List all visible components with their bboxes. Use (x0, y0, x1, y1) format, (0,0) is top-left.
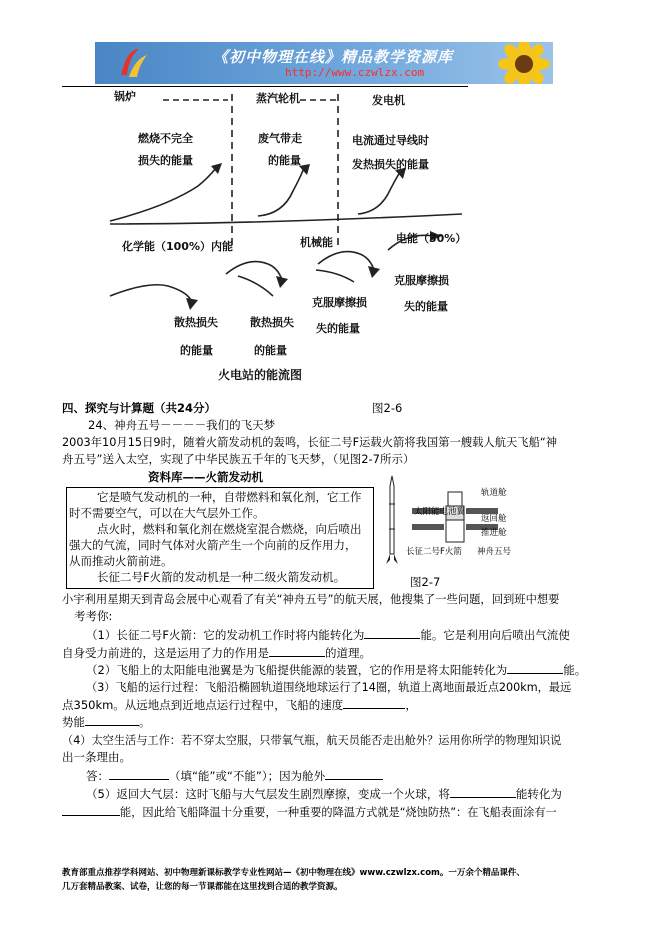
banner-title: 《初中物理在线》精品教学资源库 (213, 48, 454, 66)
question-3-line-3: 势能 。 (62, 715, 151, 729)
question-24-title: 24、神舟五号－－－－我们的飞天梦 (88, 418, 276, 432)
banner-url: http://www.czwlzx.com (285, 66, 425, 79)
loss1-line2: 损失的能量 (138, 154, 193, 167)
fric1-line2: 失的能量 (316, 322, 360, 335)
fric2-line1: 克服摩擦损 (394, 274, 449, 287)
box-line-6: 长征二号F火箭的发动机是一种二级火箭发动机。 (97, 570, 346, 584)
intro-line-2: 舟五号”送入太空，实现了中华民族五千年的飞天梦，（见图2-7所示） (62, 452, 415, 466)
question-1-line-2: 自身受力前进的，这是运用了力的作用是 的道理。 (62, 646, 371, 660)
answer-blank-6[interactable] (109, 768, 169, 780)
loss2-line2: 的能量 (268, 154, 301, 167)
loss3-line2: 发热损失的能量 (352, 158, 429, 171)
answer-blank-3[interactable] (507, 662, 563, 674)
question-5-line-1: （5）返回大气层：这时飞船与大气层发生剧烈摩擦，变成一个火球，将 能转化为 (86, 787, 562, 801)
diagram-caption: 火电站的能流图 (218, 368, 303, 382)
heat2-line1: 散热损失 (250, 316, 294, 329)
header-banner (95, 42, 553, 84)
figure-2-7-label: 图2-7 (410, 575, 441, 589)
answer-blank-8[interactable] (450, 786, 516, 798)
answer-blank-1[interactable] (364, 627, 420, 639)
loss3-line1: 电流通过导线时 (352, 134, 429, 147)
question-5-line-2: 能，因此给飞船降温十分重要，一种重要的降温方式就是“烧蚀防热”：在飞船表面涂有一 (62, 804, 557, 820)
section-heading: 四、探究与计算题（共24分） (62, 401, 217, 415)
figure-2-6-label: 图2-6 (372, 401, 403, 415)
label-turbine: 蒸汽轮机 (256, 92, 300, 105)
footer-line-2: 几万套精品教案、试卷，让您的每一节课都能在这里找到合适的教学资源。 (62, 882, 343, 892)
box-line-2: 时不需要空气，可以在大气层外工作。 (69, 506, 265, 520)
ask-line-1: 小宇利用星期天到青岛会展中心观看了有关“神舟五号”的航天展，他搜集了一些问题，回到班中想要 (62, 593, 560, 606)
label-propulsion-module: 推进舱 (481, 528, 507, 538)
question-1-line-1: （1）长征二号F火箭：它的发动机工作时将内能转化为 能。它是利用向后喷出气流使 (86, 628, 570, 642)
heat1-line1: 散热损失 (174, 316, 218, 329)
label-orbital-module: 轨道舱 (481, 488, 507, 498)
question-2-line: （2）飞船上的太阳能电池翼是为飞船提供能源的装置，它的作用是将太阳能转化为 能。 (86, 663, 587, 677)
box-line-4: 强大的气流，同时气体对火箭产生一个向前的反作用力， (69, 538, 357, 552)
answer-blank-9[interactable] (62, 804, 120, 816)
box-line-5: 从而推动火箭前进。 (69, 554, 173, 568)
answer-blank-4[interactable] (343, 697, 405, 709)
label-solar-wing: 太阳能电池翼 (414, 507, 466, 517)
loss1-line1: 燃烧不完全 (138, 132, 193, 145)
answer-blank-5[interactable] (85, 714, 139, 726)
rocket-engine-info-box (66, 487, 374, 589)
question-4-line-1: （4）太空生活与工作：若不穿太空服，只带氧气瓶，航天员能否走出舱外？运用你所学的物理知识说 (62, 734, 562, 747)
fric2-line2: 失的能量 (404, 300, 448, 313)
box-line-3: 点火时，燃料和氧化剂在燃烧室混合燃烧，向后喷出 (97, 522, 362, 536)
box-line-1: 它是喷气发动机的一种，自带燃料和氧化剂，它工作 (97, 490, 362, 504)
label-long-march-2f: 长征二号F火箭 (406, 547, 462, 557)
label-return-module: 返回舱 (481, 514, 507, 524)
question-4-line-2: 出一条理由。 (62, 750, 131, 764)
rocket-icon (384, 474, 400, 566)
label-mechanical: 机械能 (300, 236, 333, 249)
heat2-line2: 的能量 (254, 344, 287, 357)
question-3-line-1: （3）飞船的运行过程：飞船沿椭圆轨道围绕地球运行了14圈，轨道上离地面最近点200km，最远 (86, 681, 572, 694)
question-3-line-2: 点350km。从远地点到近地点运行过程中，飞船的速度 ， (62, 698, 417, 712)
label-generator: 发电机 (372, 94, 405, 107)
ask-line-2: 考考你: (74, 609, 113, 623)
box-title: 资料库——火箭发动机 (148, 470, 263, 484)
question-4-answer-line: 答： （填“能”或“不能”）；因为舱外 (86, 768, 383, 784)
label-boiler: 锅炉 (114, 90, 136, 103)
fric1-line1: 克服摩擦损 (312, 296, 367, 309)
energy-flow-diagram (108, 86, 476, 386)
answer-blank-7[interactable] (325, 768, 383, 780)
footer-line-1: 教育部重点推荐学科网站、初中物理新课标教学专业性网站—《初中物理在线》www.czwlzx.com。一万余个精品课件、 (62, 868, 525, 878)
label-chemical-internal: 化学能（100%）内能 (122, 240, 233, 253)
heat1-line2: 的能量 (180, 344, 213, 357)
label-electric: 电能（30%） (396, 232, 467, 245)
intro-line-1: 2003年10月15日9时，随着火箭发动机的轰鸣，长征二号F运载火箭将我国第一艘载人航天飞船“神 (62, 436, 558, 449)
logo-icon (117, 45, 151, 81)
label-shenzhou-5: 神舟五号 (477, 547, 512, 557)
answer-blank-2[interactable] (269, 645, 325, 657)
sunflower-icon (493, 42, 553, 84)
loss2-line1: 废气带走 (258, 132, 302, 145)
